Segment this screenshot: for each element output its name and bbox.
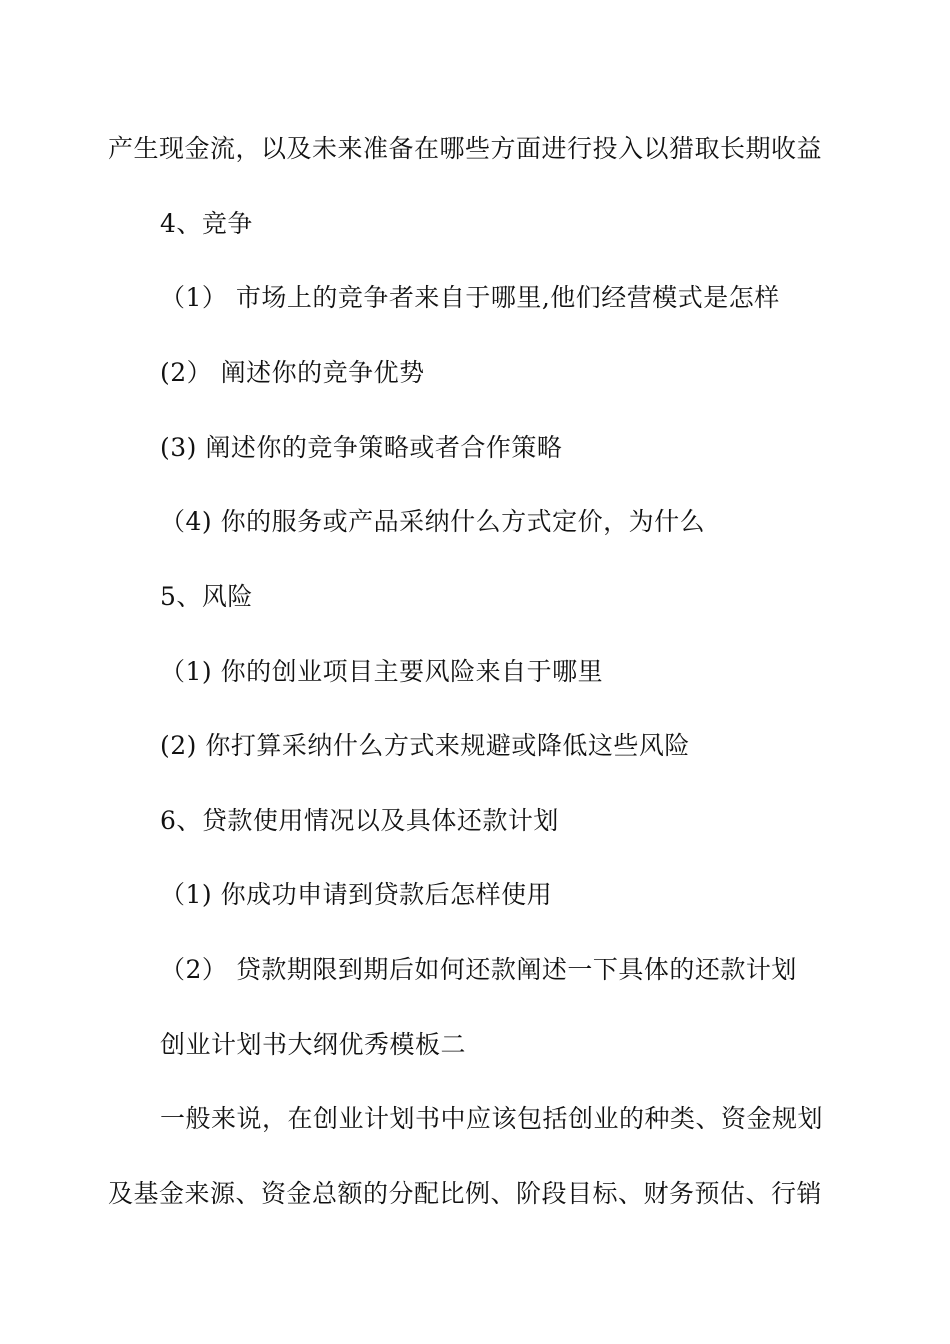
paragraph-intro-line-1: 一般来说，在创业计划书中应该包括创业的种类、资金规划 bbox=[160, 1104, 824, 1133]
list-item-loan-1: （1) 你成功申请到贷款后怎样使用 bbox=[160, 880, 553, 909]
list-item-loan-2: （2） 贷款期限到期后如何还款阐述一下具体的还款计划 bbox=[160, 955, 797, 984]
list-item-risk-1: （1) 你的创业项目主要风险来自于哪里 bbox=[160, 657, 604, 686]
paragraph-intro-line-2: 及基金来源、资金总额的分配比例、阶段目标、财务预估、行销 bbox=[108, 1179, 823, 1208]
list-item-competition-2: (2） 阐述你的竞争优势 bbox=[160, 358, 425, 387]
list-item-competition-1: （1） 市场上的竞争者来自于哪里,他们经营模式是怎样 bbox=[160, 283, 780, 312]
section-heading-loan: 6、贷款使用情况以及具体还款计划 bbox=[160, 806, 559, 835]
section-heading-risk: 5、风险 bbox=[160, 582, 253, 611]
template-title: 创业计划书大纲优秀模板二 bbox=[160, 1030, 467, 1059]
list-item-competition-3: (3) 阐述你的竞争策略或者合作策略 bbox=[160, 433, 563, 462]
section-heading-competition: 4、竞争 bbox=[160, 209, 253, 238]
list-item-risk-2: (2) 你打算采纳什么方式来规避或降低这些风险 bbox=[160, 731, 690, 760]
list-item-competition-4: （4) 你的服务或产品采纳什么方式定价，为什么 bbox=[160, 507, 706, 536]
paragraph-continuation: 产生现金流，以及未来准备在哪些方面进行投入以猎取长期收益 bbox=[108, 134, 823, 163]
